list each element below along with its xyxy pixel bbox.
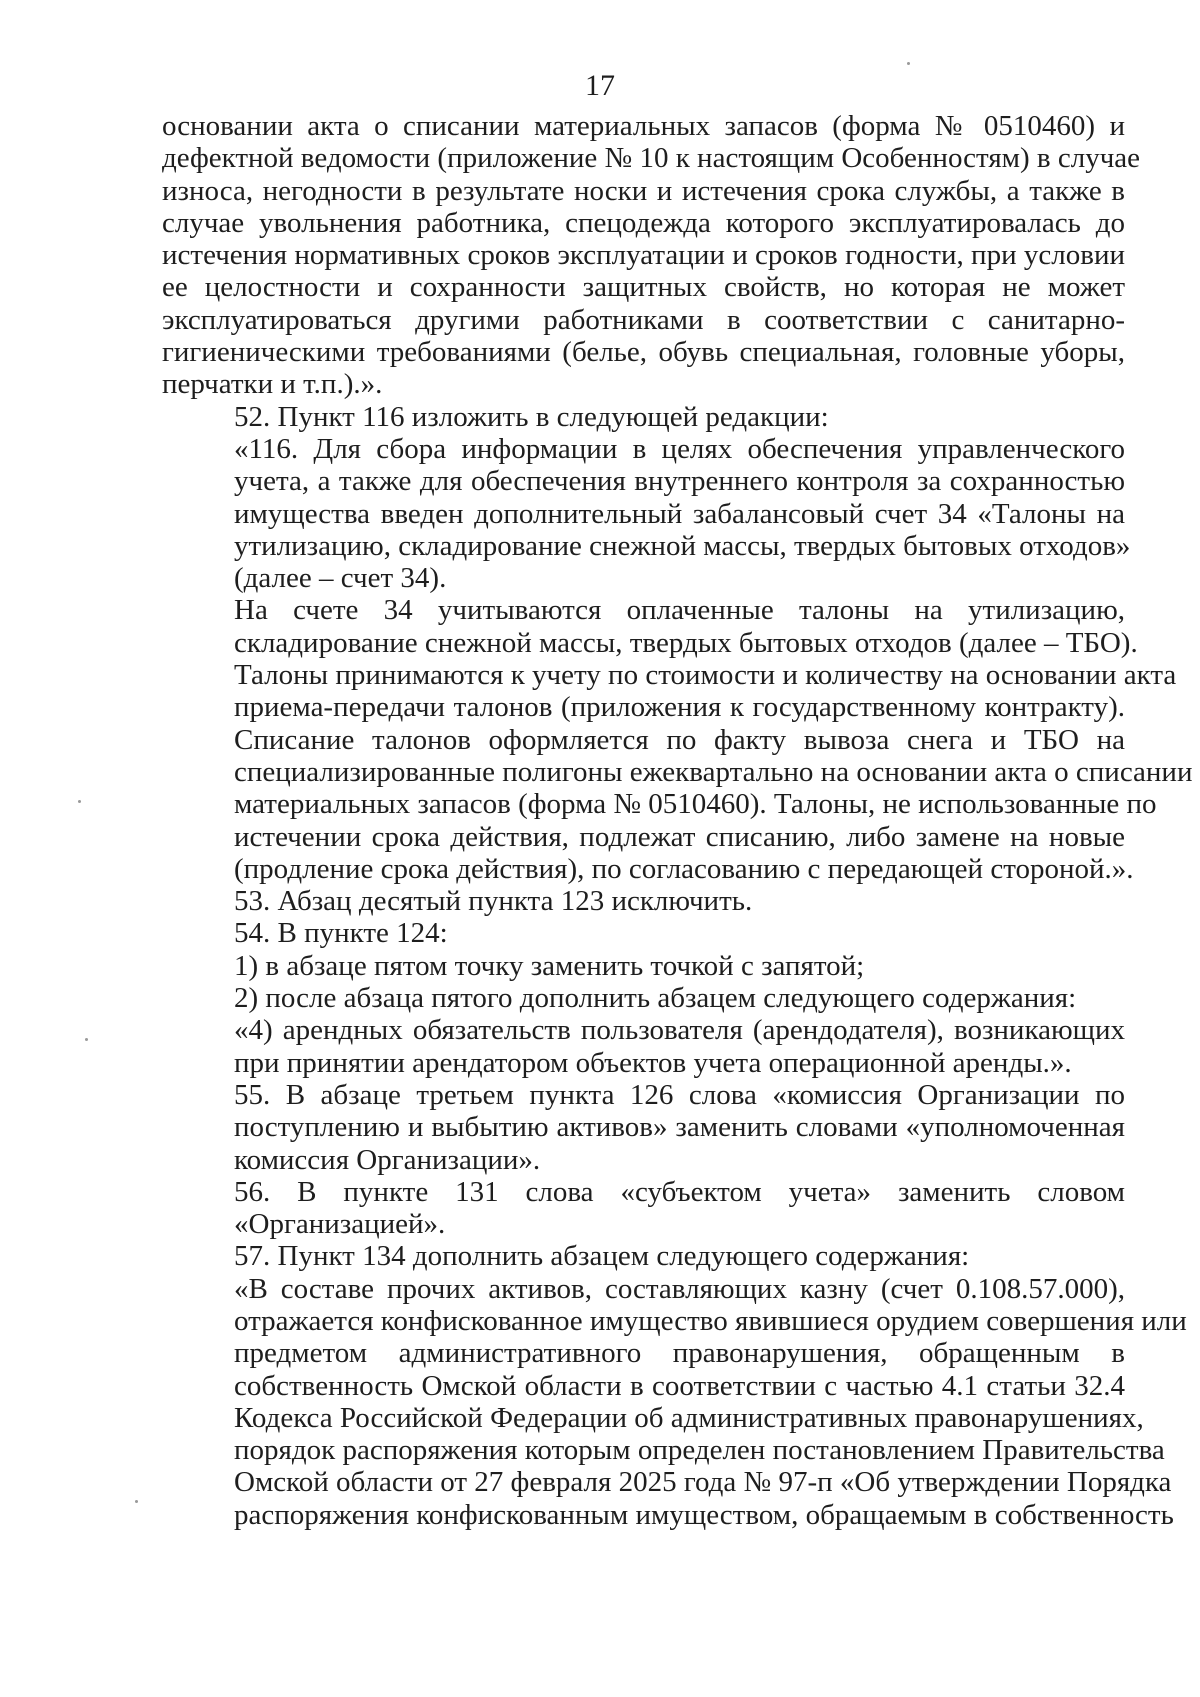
text-line: (продление срока действия), по согласованию с передающей стороной.». bbox=[234, 852, 1134, 885]
paragraph-p53 bbox=[162, 885, 1125, 917]
text-line: поступлению и выбытию активов» заменить словами «уполномоченная bbox=[234, 1111, 1125, 1144]
text-line: при принятии арендатором объектов учета операционной аренды.». bbox=[234, 1046, 1072, 1079]
paragraph-p52 bbox=[162, 401, 1125, 433]
scan-speck bbox=[78, 800, 81, 803]
scan-speck bbox=[85, 1038, 88, 1041]
text-line: «116. Для сбора информации в целях обеспечения управленческого bbox=[234, 432, 1125, 465]
text-line: основании акта о списании материальных запасов (форма № 0510460) и bbox=[162, 110, 1125, 142]
paragraph-p116 bbox=[162, 432, 1131, 595]
text-line: собственность Омской области в соответствии с частью 4.1 статьи 32.4 bbox=[234, 1369, 1125, 1402]
text-line: Кодекса Российской Федерации об административных правонарушениях, bbox=[234, 1401, 1144, 1434]
text-line: специализированные полигоны ежеквартально на основании акта о списании bbox=[234, 755, 1193, 788]
scan-speck bbox=[907, 62, 910, 65]
text-line: эксплуатироваться другими работниками в соответствии с санитарно- bbox=[162, 303, 1125, 336]
text-line: «4) арендных обязательств пользователя (арендодателя), возникающих bbox=[234, 1014, 1125, 1047]
paragraph-p54 bbox=[162, 917, 1125, 949]
text-line: 52. Пункт 116 изложить в следующей редакции: bbox=[234, 400, 829, 433]
text-line: 54. В пункте 124: bbox=[234, 917, 448, 950]
text-line: «В составе прочих активов, составляющих казну (счет 0.108.57.000), bbox=[234, 1272, 1125, 1305]
text-line: приема-передачи талонов (приложения к государственному контракту). bbox=[234, 691, 1125, 724]
text-line: комиссия Организации». bbox=[234, 1143, 541, 1176]
text-line: 55. В абзаце третьем пункта 126 слова «комиссия Организации по bbox=[234, 1078, 1125, 1111]
text-line: истечении срока действия, подлежат списанию, либо замене на новые bbox=[234, 820, 1125, 853]
text-line: На счете 34 учитываются оплаченные талоны на утилизацию, bbox=[234, 594, 1125, 627]
text-line: материальных запасов (форма № 0510460). Талоны, не использованные по bbox=[234, 788, 1157, 821]
text-line: «Организацией». bbox=[234, 1208, 446, 1241]
text-line: распоряжения конфискованным имуществом, обращаемым в собственность bbox=[234, 1498, 1174, 1531]
text-line: износа, негодности в результате носки и истечения срока службы, а также в bbox=[162, 174, 1125, 207]
text-line: складирование снежной массы, твердых бытовых отходов (далее – ТБО). bbox=[234, 626, 1138, 659]
text-line: 1) в абзаце пятом точку заменить точкой с запятой; bbox=[234, 949, 865, 982]
document-body bbox=[162, 110, 1193, 1531]
paragraph-p55 bbox=[162, 1079, 1125, 1176]
text-line: учета, а также для обеспечения внутреннего контроля за сохранностью bbox=[234, 465, 1125, 498]
text-line: дефектной ведомости (приложение № 10 к настоящим Особенностям) в случае bbox=[162, 142, 1141, 175]
paragraph-p57 bbox=[162, 1240, 1125, 1272]
text-line: перчатки и т.п.).». bbox=[162, 368, 383, 401]
paragraph-p56 bbox=[162, 1176, 1125, 1241]
page-number: 17 bbox=[585, 69, 615, 102]
text-line: Списание талонов оформляется по факту вывоза снега и ТБО на bbox=[234, 723, 1125, 756]
paragraph-p57_text bbox=[162, 1272, 1187, 1531]
paragraph-p34 bbox=[162, 594, 1193, 885]
paragraph-p54_1 bbox=[162, 950, 1125, 982]
text-line: утилизацию, складирование снежной массы, твердых бытовых отходов» bbox=[234, 529, 1131, 562]
paragraph-p54_4 bbox=[162, 1014, 1125, 1079]
text-line: имущества введен дополнительный забалансовый счет 34 «Талоны на bbox=[234, 497, 1125, 530]
text-line: Талоны принимаются к учету по стоимости и количеству на основании акта bbox=[234, 659, 1177, 692]
text-line: 56. В пункте 131 слова «субъектом учета» заменить словом bbox=[234, 1175, 1125, 1208]
text-line: (далее – счет 34). bbox=[234, 562, 447, 595]
scan-speck bbox=[135, 1500, 138, 1503]
text-line: 53. Абзац десятый пункта 123 исключить. bbox=[234, 885, 753, 918]
text-line: отражается конфискованное имущество явившиеся орудием совершения или bbox=[234, 1304, 1187, 1337]
text-line: гигиеническими требованиями (белье, обувь специальная, головные уборы, bbox=[162, 336, 1125, 369]
text-line: предметом административного правонарушения, обращенным в bbox=[234, 1337, 1125, 1370]
text-line: Омской области от 27 февраля 2025 года № 97-п «Об утверждении Порядка bbox=[234, 1466, 1172, 1499]
paragraph-p0 bbox=[162, 110, 1141, 401]
text-line: ее целостности и сохранности защитных свойств, но которая не может bbox=[162, 271, 1125, 304]
text-line: 2) после абзаца пятого дополнить абзацем следующего содержания: bbox=[234, 982, 1077, 1015]
text-line: 57. Пункт 134 дополнить абзацем следующего содержания: bbox=[234, 1240, 970, 1273]
paragraph-p54_2 bbox=[162, 982, 1125, 1014]
text-line: истечения нормативных сроков эксплуатации и сроков годности, при условии bbox=[162, 239, 1125, 272]
text-line: порядок распоряжения которым определен постановлением Правительства bbox=[234, 1434, 1165, 1467]
text-line: случае увольнения работника, спецодежда которого эксплуатировалась до bbox=[162, 206, 1125, 239]
